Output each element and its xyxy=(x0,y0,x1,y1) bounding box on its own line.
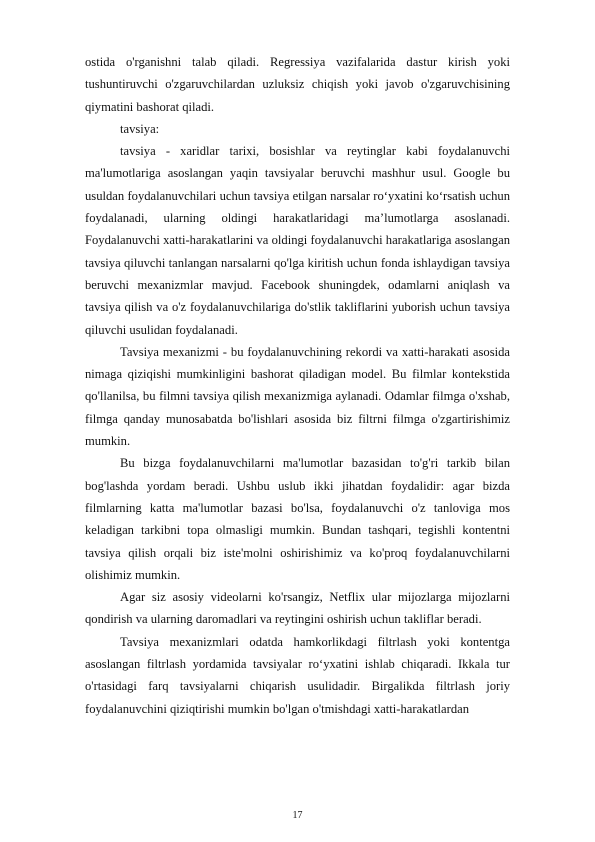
paragraph-netflix: Agar siz asosiy videolarni ko'rsangiz, Netflix ular mijozlarga mijozlarni qondirish va ularning daromadlari va reytingini oshirish uchun takliflar beradi. xyxy=(85,590,510,627)
paragraph-recommendation-intro: tavsiya - xaridlar tarixi, bosishlar va reytinglar kabi foydalanuvchi ma'lumotlariga asoslangan yaqin tavsiyalar beruvchi mashhur usul. Google bu usuldan foydalanuvchilari uchun tavsiya etilgan narsalar ro‘yxatini ko‘rsatish uchun foydalanadi, ularning oldingi harakatlaridagi ma’lumotlarga asoslanadi. Foydalanuvchi xatti-harakatlarini va oldingi foydalanuvchi harakatlariga asoslangan tavsiya qiluvchi tanlangan narsalarni qo'lga kiritish uchun fonda ishlaydigan tavsiya beruvchi mexanizmlar mavjud. Facebook shuningdek, odamlarni aniqlash va tavsiya qilish va o'z foydalanuvchilariga do'stlik takliflarini yuborish uchun tavsiya qiluvchi usulidan foydalanadi. xyxy=(85,144,510,337)
paragraph-continuation: ostida o'rganishni talab qiladi. Regressiya vazifalarida dastur kirish yoki tushuntiruvchi o'zgaruvchilardan uzluksiz chiqish yoki javob o'zgaruvchisining qiymatini bashorat qiladi. xyxy=(85,55,510,114)
paragraph-recommendation-engine: Tavsiya mexanizmi - bu foydalanuvchining rekordi va xatti-harakati asosida nimaga qiziqishi mumkinligini bashorat qiladigan model. Bu filmlar kontekstida qo'llanilsa, bu filmni tavsiya qilish mexanizmiga aylanadi. Odamlar filmga o'xshab, filmga qanday munosabatda bo'lishlari asosida biz filtrni filmga o'zgartirishimiz mumkin. xyxy=(85,344,510,449)
document-body xyxy=(85,51,510,720)
paragraph-heading-tavsiya: tavsiya: xyxy=(120,121,160,136)
page-number: 17 xyxy=(292,810,303,821)
paragraph-database-linking: Bu bizga foydalanuvchilarni ma'lumotlar bazasidan to'g'ri tarkib bilan bog'lashda yordam beradi. Ushbu uslub ikki jihatdan foydalidir: agar bizda filmlarning katta ma'lumotlar bazasi bo'lsa, foydalanuvchi o'z tanloviga mos keladigan tarkibni topa olmasligi mumkin. Bundan tashqari, tegishli kontentni tavsiya qilish orqali biz iste'molni oshirishimiz va ko'proq foydalanuvchilarni olishimiz mumkin. xyxy=(85,456,510,582)
paragraph-filtering: Tavsiya mexanizmlari odatda hamkorlikdagi filtrlash yoki kontentga asoslangan filtrlash yordamida tavsiyalar ro‘yxatini ishlab chiqaradi. Ikkala tur o'rtasidagi farq tavsiyalarni chiqarish usulidadir. Birgalikda filtrlash joriy foydalanuvchini qiziqtirishi mumkin bo'lgan o'tmishdagi xatti-harakatlardan xyxy=(85,634,510,716)
